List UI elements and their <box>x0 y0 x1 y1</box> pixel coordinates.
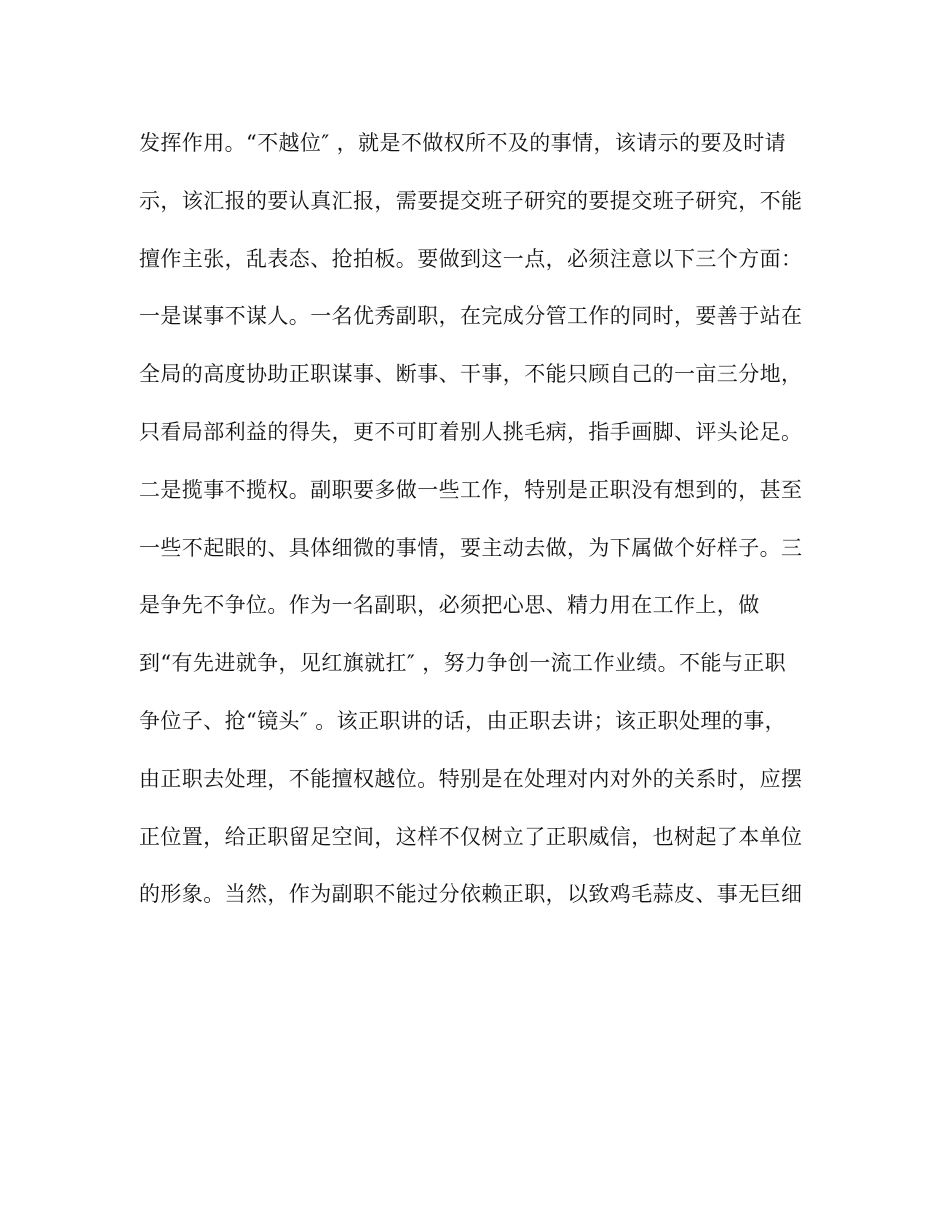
text-line-7: 二是揽事不揽权。副职要多做一些工作，特别是正职没有想到的，甚至 <box>139 477 803 502</box>
text-line-11: 争位子、抢“镜头″ 。该正职讲的话，由正职去讲；该正职处理的事， <box>139 708 787 733</box>
body-text <box>139 116 819 925</box>
text-line-14: 的形象。当然，作为副职不能过分依赖正职，以致鸡毛蒜皮、事无巨细 <box>139 882 803 907</box>
text-line-13: 正位置，给正职留足空间，这样不仅树立了正职威信，也树起了本单位 <box>139 824 803 849</box>
text-line-3: 擅作主张，乱表态、抢拍板。要做到这一点，必须注意以下三个方面： <box>139 246 803 271</box>
text-line-9: 是争先不争位。作为一名副职，必须把心思、精力用在工作上，做 <box>139 593 760 618</box>
text-line-8: 一些不起眼的、具体细微的事情，要主动去做，为下属做个好样子。三 <box>139 535 803 560</box>
text-line-6: 只看局部利益的得失，更不可盯着别人挑毛病，指手画脚、评头论足。 <box>139 419 803 444</box>
text-line-1: 发挥作用。“不越位″ ，就是不做权所不及的事情，该请示的要及时请 <box>139 131 787 155</box>
text-line-4: 一是谋事不谋人。一名优秀副职，在完成分管工作的同时，要善于站在 <box>139 304 803 329</box>
text-line-2: 示，该汇报的要认真汇报，需要提交班子研究的要提交班子研究，不能 <box>139 188 803 213</box>
text-line-12: 由正职去处理，不能擅权越位。特别是在处理对内对外的关系时，应摆 <box>139 766 803 791</box>
text-line-10: 到“有先进就争，见红旗就扛″ ，努力争创一流工作业绩。不能与正职 <box>139 651 787 676</box>
text-line-5: 全局的高度协助正职谋事、断事、干事，不能只顾自己的一亩三分地， <box>139 362 803 387</box>
